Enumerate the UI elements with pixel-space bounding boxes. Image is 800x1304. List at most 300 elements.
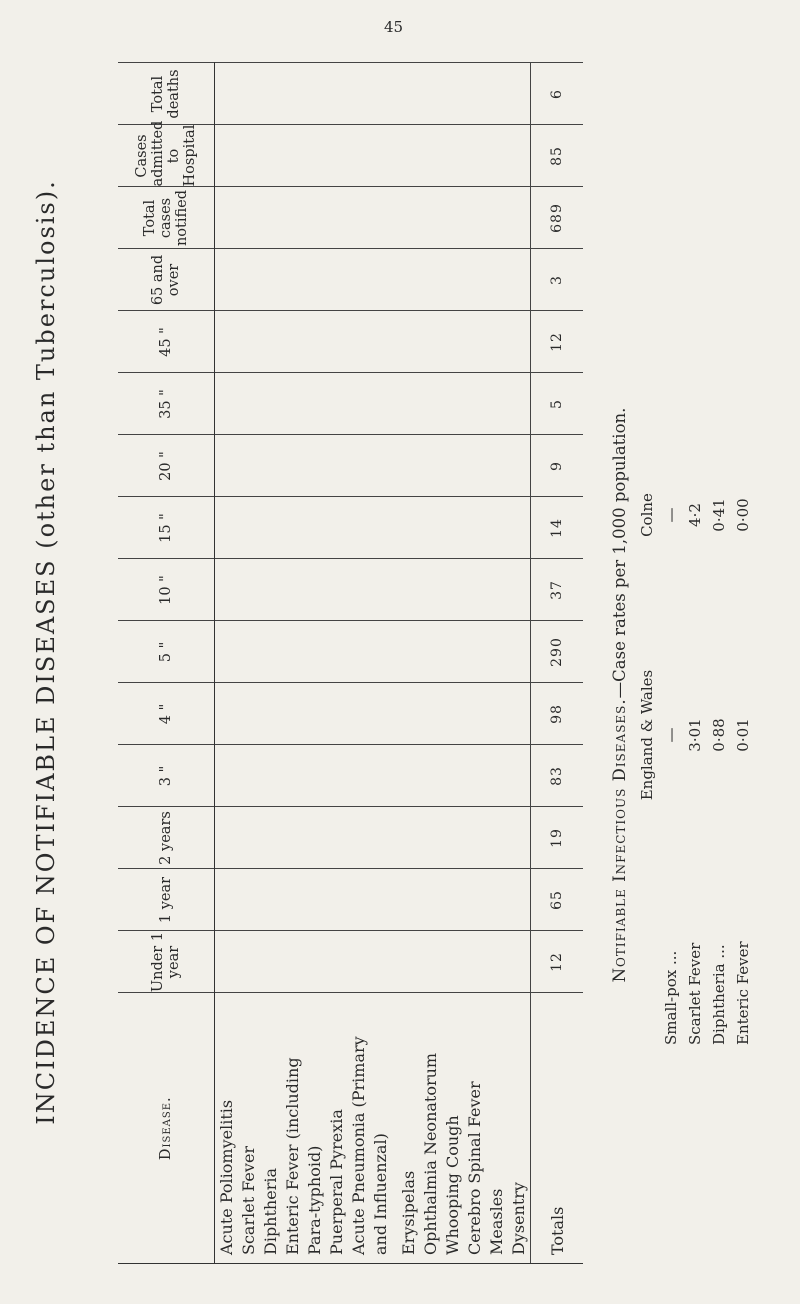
total-value: 689 [531, 187, 584, 249]
cell-value [325, 497, 347, 559]
cell-value [369, 621, 391, 683]
cell-value [215, 807, 238, 869]
cell-value [508, 559, 531, 621]
disease-name: Para-typhoid) [303, 993, 325, 1263]
cell-value [442, 187, 464, 249]
cell-value [347, 807, 369, 869]
disease-name: Dysentry [508, 993, 531, 1263]
disease-name: Erysipelas [397, 993, 419, 1263]
cell-value [397, 373, 419, 435]
cell-value [369, 683, 391, 745]
cell-value [215, 373, 238, 435]
total-value: 3 [531, 249, 584, 311]
cell-value [464, 683, 486, 745]
cell-value [347, 869, 369, 931]
cell-value [508, 745, 531, 807]
cell-value [215, 559, 238, 621]
page-number: 45 [384, 18, 404, 36]
cell-value [420, 63, 442, 125]
cell-value [325, 745, 347, 807]
cell-value [347, 559, 369, 621]
rate-colne: 4·2 [686, 503, 704, 527]
cell-value [259, 373, 281, 435]
cell-value [397, 435, 419, 497]
cell-value [347, 125, 369, 187]
cell-value [420, 807, 442, 869]
cell-value [508, 931, 531, 993]
cell-value [325, 373, 347, 435]
column-header: 5 " [118, 621, 215, 683]
table-row [369, 63, 391, 1263]
cell-value [508, 249, 531, 311]
cell-value [486, 497, 508, 559]
cell-value [325, 435, 347, 497]
cell-value [442, 435, 464, 497]
table-row [237, 63, 259, 1263]
cell-value [237, 125, 259, 187]
cell-value [464, 931, 486, 993]
column-header: 15 " [118, 497, 215, 559]
cell-value [508, 63, 531, 125]
cell-value [442, 869, 464, 931]
disease-name: Enteric Fever (including [281, 993, 303, 1263]
cell-value [215, 187, 238, 249]
cell-value [237, 621, 259, 683]
cell-value [347, 187, 369, 249]
cell-value [508, 373, 531, 435]
cell-value [347, 683, 369, 745]
cell-value [397, 497, 419, 559]
caption-heading: Notifiable Infectious Diseases. [610, 698, 629, 983]
cell-value [347, 621, 369, 683]
column-header: 10 " [118, 559, 215, 621]
cell-value [486, 869, 508, 931]
total-value: 37 [531, 559, 584, 621]
cell-value [420, 683, 442, 745]
column-header: 20 " [118, 435, 215, 497]
cell-value [259, 311, 281, 373]
cell-value [420, 187, 442, 249]
disease-name: and Influenzal) [369, 993, 391, 1263]
rate-colne: 0·00 [734, 498, 752, 532]
cell-value [420, 931, 442, 993]
table-row [281, 63, 303, 1263]
table-row [464, 63, 486, 1263]
cell-value [486, 373, 508, 435]
cell-value [303, 683, 325, 745]
cell-value [442, 311, 464, 373]
total-value: 19 [531, 807, 584, 869]
cell-value [369, 63, 391, 125]
cell-value [420, 869, 442, 931]
cell-value [215, 249, 238, 311]
cell-value [303, 125, 325, 187]
disease-name: Measles [486, 993, 508, 1263]
cell-value [215, 869, 238, 931]
rate-england-wales: 3·01 [686, 718, 704, 752]
cell-value [508, 869, 531, 931]
cell-value [237, 311, 259, 373]
cell-value [369, 311, 391, 373]
cell-value [347, 63, 369, 125]
cell-value [397, 311, 419, 373]
cell-value [486, 931, 508, 993]
cell-value [508, 187, 531, 249]
cell-value [420, 745, 442, 807]
column-header: 65 and over [118, 249, 215, 311]
cell-value [397, 807, 419, 869]
disease-name: Acute Pneumonia (Primary [347, 993, 369, 1263]
cell-value [259, 931, 281, 993]
cell-value [486, 683, 508, 745]
cell-value [259, 869, 281, 931]
table-row [347, 63, 369, 1263]
cell-value [237, 869, 259, 931]
rates-disease: Small-pox ... [662, 950, 680, 1045]
running-title: INCIDENCE OF NOTIFIABLE DISEASES (other than Tuberculosis). [32, 179, 60, 1125]
cell-value [237, 683, 259, 745]
cell-value [464, 373, 486, 435]
cell-value [369, 745, 391, 807]
cell-value [303, 869, 325, 931]
cell-value [237, 435, 259, 497]
cell-value [303, 63, 325, 125]
cell-value [464, 435, 486, 497]
cell-value [215, 621, 238, 683]
cell-value [486, 807, 508, 869]
rate-england-wales: 0·88 [710, 718, 728, 752]
cell-value [325, 931, 347, 993]
cell-value [303, 373, 325, 435]
disease-name: Ophthalmia Neonatorum [420, 993, 442, 1263]
rate-colne: 0·41 [710, 498, 728, 532]
cell-value [281, 63, 303, 125]
disease-name: Whooping Cough [442, 993, 464, 1263]
table-row [215, 63, 238, 1263]
cell-value [508, 497, 531, 559]
cell-value [442, 125, 464, 187]
cell-value [442, 621, 464, 683]
cell-value [397, 63, 419, 125]
cell-value [281, 249, 303, 311]
total-value: 98 [531, 683, 584, 745]
cell-value [303, 559, 325, 621]
total-value: 290 [531, 621, 584, 683]
cell-value [237, 249, 259, 311]
cell-value [442, 745, 464, 807]
cell-value [464, 187, 486, 249]
cell-value [237, 373, 259, 435]
cell-value [486, 559, 508, 621]
cell-value [464, 125, 486, 187]
cell-value [237, 497, 259, 559]
table-row [397, 63, 419, 1263]
rates-disease: Scarlet Fever [686, 942, 704, 1045]
cell-value [347, 931, 369, 993]
table-row [486, 63, 508, 1263]
cell-value [486, 621, 508, 683]
total-value: 5 [531, 373, 584, 435]
cell-value [303, 497, 325, 559]
totals-label: Totals [531, 993, 584, 1263]
table-row [420, 63, 442, 1263]
rates-row [731, 405, 755, 1045]
cell-value [237, 745, 259, 807]
rates-column-header: England & Wales [638, 669, 656, 801]
cell-value [486, 63, 508, 125]
cell-value [347, 373, 369, 435]
rates-disease: Diphtheria ... [710, 944, 728, 1045]
cell-value [508, 683, 531, 745]
table-row [508, 63, 531, 1263]
cell-value [259, 249, 281, 311]
case-rates-caption [610, 175, 629, 1215]
cell-value [486, 125, 508, 187]
case-rates-section [592, 175, 772, 1215]
column-header: Total deaths [118, 63, 215, 125]
cell-value [442, 559, 464, 621]
cell-value [369, 373, 391, 435]
cell-value [420, 621, 442, 683]
rates-column-header: Colne [638, 493, 656, 537]
disease-name: Puerperal Pyrexia [325, 993, 347, 1263]
cell-value [464, 807, 486, 869]
cell-value [508, 311, 531, 373]
column-header: Under 1 year [118, 931, 215, 993]
cell-value [442, 249, 464, 311]
cell-value [442, 497, 464, 559]
cell-value [442, 931, 464, 993]
cell-value [486, 745, 508, 807]
case-rates-table [635, 405, 755, 1045]
rates-row [707, 405, 731, 1045]
cell-value [486, 311, 508, 373]
cell-value [259, 745, 281, 807]
cell-value [259, 621, 281, 683]
disease-name: Acute Poliomyelitis [215, 993, 238, 1263]
cell-value [420, 497, 442, 559]
cell-value [464, 559, 486, 621]
rates-row [659, 405, 683, 1045]
cell-value [442, 683, 464, 745]
cell-value [369, 125, 391, 187]
cell-value [442, 807, 464, 869]
cell-value [397, 249, 419, 311]
cell-value [325, 621, 347, 683]
total-value: 85 [531, 125, 584, 187]
cell-value [325, 187, 347, 249]
disease-name: Cerebro Spinal Fever [464, 993, 486, 1263]
cell-value [215, 125, 238, 187]
cell-value [303, 745, 325, 807]
cell-value [397, 931, 419, 993]
cell-value [442, 63, 464, 125]
cell-value [215, 745, 238, 807]
cell-value [464, 745, 486, 807]
cell-value [420, 559, 442, 621]
cell-value [303, 435, 325, 497]
notifiable-diseases-table [118, 62, 583, 1264]
column-header: 4 " [118, 683, 215, 745]
disease-name: Diphtheria [259, 993, 281, 1263]
rates-column-header [635, 845, 659, 1045]
cell-value [325, 683, 347, 745]
column-header: Disease. [118, 993, 215, 1263]
cell-value [369, 497, 391, 559]
cell-value [325, 63, 347, 125]
cell-value [281, 435, 303, 497]
cell-value [215, 311, 238, 373]
cell-value [281, 373, 303, 435]
cell-value [259, 187, 281, 249]
cell-value [259, 807, 281, 869]
cell-value [303, 931, 325, 993]
cell-value [259, 435, 281, 497]
cell-value [397, 125, 419, 187]
cell-value [464, 497, 486, 559]
cell-value [397, 869, 419, 931]
cell-value [369, 869, 391, 931]
total-value: 9 [531, 435, 584, 497]
table-row [325, 63, 347, 1263]
cell-value [508, 435, 531, 497]
cell-value [397, 683, 419, 745]
rates-disease: Enteric Fever [734, 941, 752, 1045]
total-value: 6 [531, 63, 584, 125]
cell-value [347, 311, 369, 373]
cell-value [237, 807, 259, 869]
caption-text: —Case rates per 1,000 population. [610, 407, 629, 699]
cell-value [486, 435, 508, 497]
cell-value [397, 745, 419, 807]
cell-value [420, 373, 442, 435]
cell-value [486, 249, 508, 311]
cell-value [325, 807, 347, 869]
cell-value [369, 435, 391, 497]
column-header: Total cases notified [118, 187, 215, 249]
cell-value [347, 745, 369, 807]
cell-value [420, 435, 442, 497]
cell-value [215, 497, 238, 559]
cell-value [237, 187, 259, 249]
column-header: Cases admitted to Hospital [118, 125, 215, 187]
cell-value [281, 869, 303, 931]
total-value: 12 [531, 931, 584, 993]
column-header: 2 years [118, 807, 215, 869]
cell-value [215, 931, 238, 993]
cell-value [259, 63, 281, 125]
cell-value [508, 125, 531, 187]
cell-value [303, 187, 325, 249]
cell-value [215, 435, 238, 497]
cell-value [347, 249, 369, 311]
cell-value [303, 311, 325, 373]
cell-value [420, 125, 442, 187]
total-value: 12 [531, 311, 584, 373]
cell-value [281, 559, 303, 621]
cell-value [464, 621, 486, 683]
cell-value [281, 621, 303, 683]
cell-value [369, 249, 391, 311]
cell-value [281, 931, 303, 993]
cell-value [347, 497, 369, 559]
disease-name: Scarlet Fever [237, 993, 259, 1263]
cell-value [259, 125, 281, 187]
rates-header-row [635, 405, 659, 1045]
cell-value [464, 869, 486, 931]
table-row [442, 63, 464, 1263]
cell-value [369, 931, 391, 993]
cell-value [215, 63, 238, 125]
cell-value [281, 745, 303, 807]
table-row [303, 63, 325, 1263]
total-value: 65 [531, 869, 584, 931]
cell-value [464, 63, 486, 125]
cell-value [281, 807, 303, 869]
total-value: 83 [531, 745, 584, 807]
cell-value [347, 435, 369, 497]
cell-value [325, 311, 347, 373]
total-value: 14 [531, 497, 584, 559]
cell-value [237, 931, 259, 993]
cell-value [464, 311, 486, 373]
rate-england-wales: 0·01 [734, 718, 752, 752]
totals-row [531, 63, 584, 1263]
cell-value [281, 187, 303, 249]
cell-value [303, 807, 325, 869]
cell-value [369, 187, 391, 249]
cell-value [397, 187, 419, 249]
table-row [259, 63, 281, 1263]
cell-value [464, 249, 486, 311]
column-header: 35 " [118, 373, 215, 435]
cell-value [420, 249, 442, 311]
cell-value [237, 559, 259, 621]
column-header: 3 " [118, 745, 215, 807]
cell-value [325, 869, 347, 931]
cell-value [215, 683, 238, 745]
cell-value [259, 683, 281, 745]
cell-value [259, 497, 281, 559]
cell-value [442, 373, 464, 435]
cell-value [281, 497, 303, 559]
cell-value [508, 621, 531, 683]
cell-value [325, 559, 347, 621]
cell-value [237, 63, 259, 125]
cell-value [325, 249, 347, 311]
cell-value [369, 559, 391, 621]
column-header: 1 year [118, 869, 215, 931]
cell-value [325, 125, 347, 187]
cell-value [281, 125, 303, 187]
column-header: 45 " [118, 311, 215, 373]
cell-value [397, 621, 419, 683]
rate-england-wales: — [662, 727, 680, 743]
cell-value [369, 807, 391, 869]
cell-value [486, 187, 508, 249]
cell-value [397, 559, 419, 621]
cell-value [508, 807, 531, 869]
cell-value [303, 621, 325, 683]
cell-value [281, 683, 303, 745]
header-row [118, 63, 215, 1263]
rates-row [683, 405, 707, 1045]
cell-value [259, 559, 281, 621]
cell-value [420, 311, 442, 373]
cell-value [303, 249, 325, 311]
cell-value [281, 311, 303, 373]
rate-colne: — [662, 507, 680, 523]
